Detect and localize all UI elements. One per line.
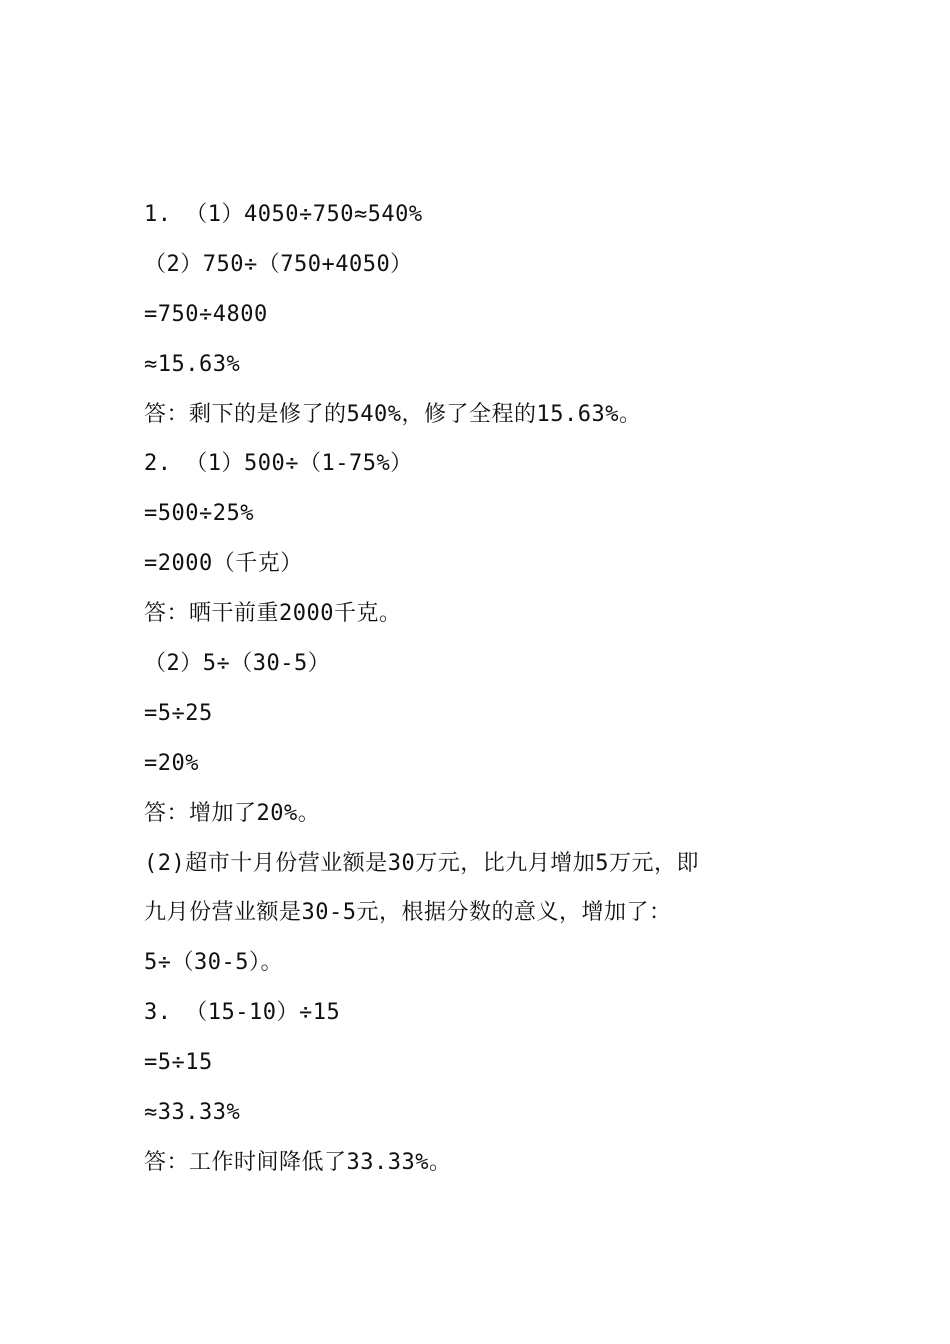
text-line: （2）750÷（750+4050） — [144, 251, 413, 277]
text-line: 2. （1）500÷（1-75%） — [144, 451, 413, 477]
text-line: 5÷（30-5）。 — [144, 950, 283, 976]
text-line: 3. （15-10）÷15 — [144, 1000, 341, 1026]
text-line: =20% — [144, 750, 199, 776]
answer-text-block — [144, 190, 824, 1188]
text-line: 答：剩下的是修了的540%，修了全程的15.63%。 — [144, 401, 642, 427]
text-line: (2)超市十月份营业额是30万元，比九月增加5万元，即 — [144, 850, 699, 876]
text-line: =500÷25% — [144, 501, 254, 527]
text-line: =750÷4800 — [144, 301, 268, 327]
text-line: =5÷15 — [144, 1050, 213, 1076]
text-line: 九月份营业额是30-5元，根据分数的意义，增加了： — [144, 900, 672, 926]
text-line: （2）5÷（30-5） — [144, 651, 331, 677]
text-line: 答：增加了20%。 — [144, 800, 321, 826]
text-line: 答：晒干前重2000千克。 — [144, 601, 402, 627]
text-line: ≈33.33% — [144, 1100, 241, 1126]
text-line: ≈15.63% — [144, 351, 241, 377]
text-line: 1. （1）4050÷750≈540% — [144, 202, 423, 227]
text-line: 答：工作时间降低了33.33%。 — [144, 1149, 452, 1175]
text-line: =5÷25 — [144, 700, 213, 726]
text-line: =2000（千克） — [144, 551, 303, 577]
